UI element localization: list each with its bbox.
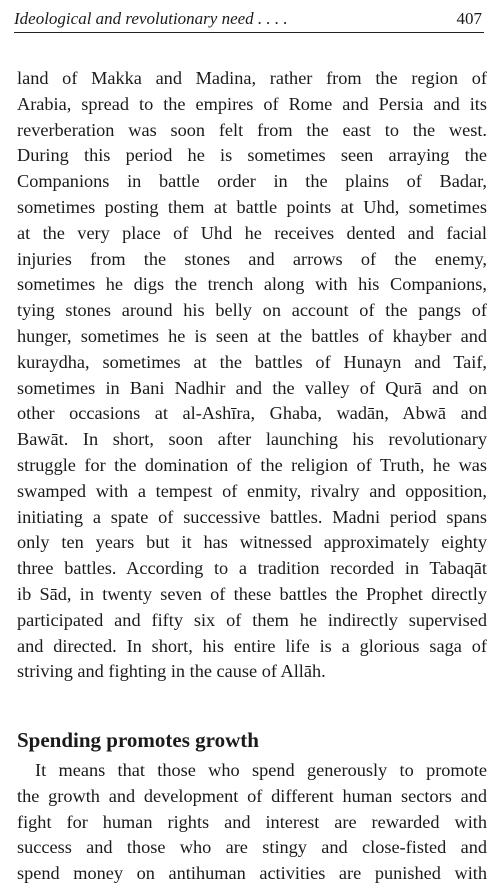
text-line: Companions in battle order in the plains of Badar,: [17, 171, 487, 192]
text-line: reverberation was soon felt from the east to the west.: [17, 119, 487, 140]
text-line: struggle for the domination of the religion of Truth, he was: [17, 454, 487, 475]
text-line: Arabia, spread to the empires of Rome and Persia and its: [17, 93, 487, 114]
text-line: at the very place of Uhd he receives dented and facial: [17, 222, 487, 243]
text-line: spend money on antihuman activities are punished with: [17, 863, 487, 884]
text-line: sometimes he digs the trench along with his Companions,: [17, 274, 487, 295]
body-paragraph-1: [17, 66, 487, 685]
text-line: three battles. According to a tradition recorded in Tabaqāt: [17, 558, 487, 579]
text-line: participated and fifty six of them he indirectly supervised: [17, 609, 487, 630]
text-line: hunger, sometimes he is seen at the battles of khayber and: [17, 325, 487, 346]
body-paragraph-2: [17, 758, 487, 887]
text-line: swamped with a tempest of enmity, rivalry and opposition,: [17, 480, 487, 501]
running-header: [14, 8, 484, 33]
running-title: Ideological and revolutionary need . . . .: [14, 9, 288, 28]
text-line: fight for human rights and interest are rewarded with: [17, 811, 487, 832]
text-line: injuries from the stones and arrows of the enemy,: [17, 248, 487, 269]
text-line: sometimes in Bani Nadhir and the valley of Qurā and on: [17, 377, 487, 398]
text-line: sometimes posting them at battle points at Uhd, sometimes: [17, 196, 487, 217]
text-line: Bawāt. In short, soon after launching his revolutionary: [17, 429, 487, 450]
text-line: initiating a spate of successive battles. Madni period spans: [17, 506, 487, 527]
text-line: kuraydha, sometimes at the battles of Hunayn and Taif,: [17, 351, 487, 372]
page-number: 407: [456, 9, 482, 28]
text-line: ib Sād, in twenty seven of these battles the Prophet directly: [17, 583, 487, 604]
text-line: the growth and development of different human sectors and: [17, 785, 487, 806]
text-line: striving and fighting in the cause of Allāh.: [17, 661, 326, 682]
text-line: land of Makka and Madina, rather from the region of: [17, 68, 487, 88]
text-line: only ten years but it has witnessed approximately eighty: [17, 532, 487, 553]
text-line: During this period he is sometimes seen arraying the: [17, 145, 487, 166]
text-line: It means that those who spend generously to promote: [35, 760, 487, 780]
text-line: and directed. In short, his entire life is a glorious saga of: [17, 635, 487, 656]
section-heading: Spending promotes growth: [17, 728, 259, 752]
text-line: success and those who are stingy and close-fisted and: [17, 837, 487, 858]
text-line: other occasions at al-Ashīra, Ghaba, wadān, Abwā and: [17, 403, 487, 424]
text-line: tying stones around his belly on account of the pangs of: [17, 300, 487, 321]
